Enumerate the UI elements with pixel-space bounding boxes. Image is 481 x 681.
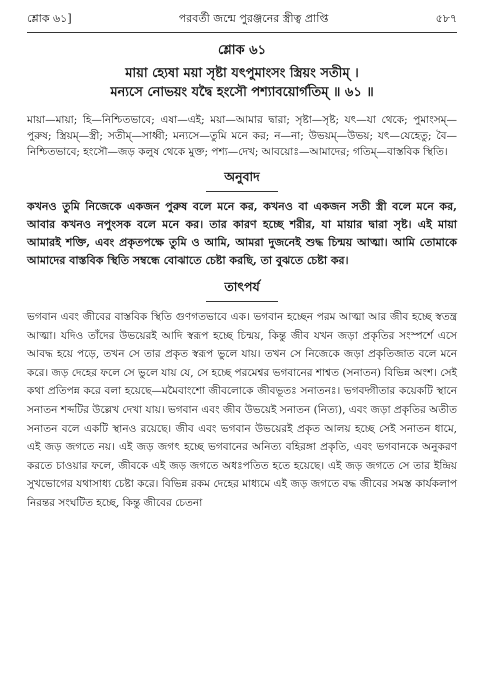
book-page	[27, 10, 457, 513]
word-synonyms: মায়া—মায়া; হি—নিশ্চিতভাবে; এষা—এই; ময়া—আমার দ্বারা; সৃষ্টা—সৃষ্ট; যৎ—যা থেকে; পুমাংসম্—পুরুষ; স্ত্রিয়ম্—স্ত্রী; সতীম্—সাধ্বী; মন্যসে—তুমি মনে কর; ন—না; উভয়ম্—উভয়; যৎ—যেহেতু; বৈ—নিশ্চিতভাবে; হংসৌ—জড় কলুষ থেকে মুক্ত; পশ্য—দেখ; আবয়োঃ—আমাদের; গতিম্—বাস্তবিক স্থিতি।	[27, 114, 457, 158]
sanskrit-verse	[27, 64, 457, 102]
purport-heading: তাৎপর্য	[224, 279, 260, 294]
translation-heading: অনুবাদ	[224, 169, 260, 184]
verse-line-1: মায়া হ্যেষা ময়া সৃষ্টা যৎপুমাংসং স্ত্রিয়ং সতীম্ ।	[125, 66, 359, 81]
translation-text: কখনও তুমি নিজেকে একজন পুরুষ বলে মনে কর, কখনও বা একজন সতী স্ত্রী বলে মনে কর, আবার কখনও নপুংসক বলে মনে কর। তার কারণ হচ্ছে শরীর, যা মায়ার দ্বারা সৃষ্ট। এই মায়া আমারই শক্তি, এবং প্রকৃতপক্ষে তুমি ও আমি, আমরা দুজনেই শুদ্ধ চিন্ময় আত্মা। আমি তোমাকে আমাদের বাস্তবিক স্থিতি সম্বন্ধে বোঝাতে চেষ্টা করছি, তা বুঝতে চেষ্টা কর।	[27, 200, 457, 267]
purport-text: ভগবান এবং জীবের বাস্তবিক স্থিতি গুণগতভাবে এক। ভগবান হচ্ছেন পরম আত্মা আর জীব হচ্ছে স্বতন্ত্র আত্মা। যদিও তাঁদের উভয়েরই আদি স্বরূপ হচ্ছে চিন্ময়, কিন্তু জীব যখন জড়া প্রকৃতির সংস্পর্শে এসে আবদ্ধ হয়ে পড়ে, তখন সে তার প্রকৃত স্বরূপ ভুলে যায়। তখন সে নিজেকে জড়া প্রকৃতিজাত বলে মনে করে। জড় দেহের ফলে সে ভুলে যায় যে, সে হচ্ছে পরমেশ্বর ভগবানের শাশ্বত (সনাতন) বিভিন্ন অংশ। সেই কথা প্রতিপন্ন করে বলা হয়েছে—মমৈবাংশো জীবলোকে জীবভূতঃ সনাতনঃ। ভগবদ্গীতার কয়েকটি স্থানে সনাতন শব্দটির উল্লেখ দেখা যায়। ভগবান এবং জীব উভয়েই সনাতন (নিত্য), এবং জড়া প্রকৃতির অতীত সনাতন বলে একটি স্থানও রয়েছে। জীব এবং ভগবান উভয়েরই প্রকৃত আলয় হচ্ছে সেই সনাতন ধামে, এই জড় জগতে নয়। এই জড় জগৎ হচ্ছে ভগবানের অনিত্য বহিরঙ্গা প্রকৃতি, এবং ভগবানকে অনুকরণ করতে চাওয়ার ফলে, জীবকে এই জড় জগতে অধঃপতিত হতে হয়েছে। এই জড় জগতে সে তার ইন্দ্রিয় সুখভোগের যথাসাধ্য চেষ্টা করে। বিভিন্ন রকম দেহের মাধ্যমে এই জড় জগতে বদ্ধ জীবের সমস্ত কার্যকলাপ নিরন্তর সংঘটিত হচ্ছে, কিন্তু জীবের চেতনা	[27, 311, 457, 509]
heading-underline	[206, 191, 278, 192]
verse-number: শ্লোক ৬১	[217, 43, 267, 58]
verse-line-2: মন্যসে নোভয়ং যদ্বৈ হংসৌ পশ্যাবয়োর্গতিম্ ॥ ৬১ ॥	[110, 85, 374, 100]
running-header	[27, 10, 457, 33]
page-number: ৫৮৭	[435, 12, 457, 25]
heading-underline	[206, 301, 278, 302]
header-chapter-title: পরবর্তী জন্মে পুরঞ্জনের স্ত্রীত্ব প্রাপ্তি	[178, 12, 329, 25]
header-verse-ref: শ্লোক ৬১]	[27, 12, 72, 25]
